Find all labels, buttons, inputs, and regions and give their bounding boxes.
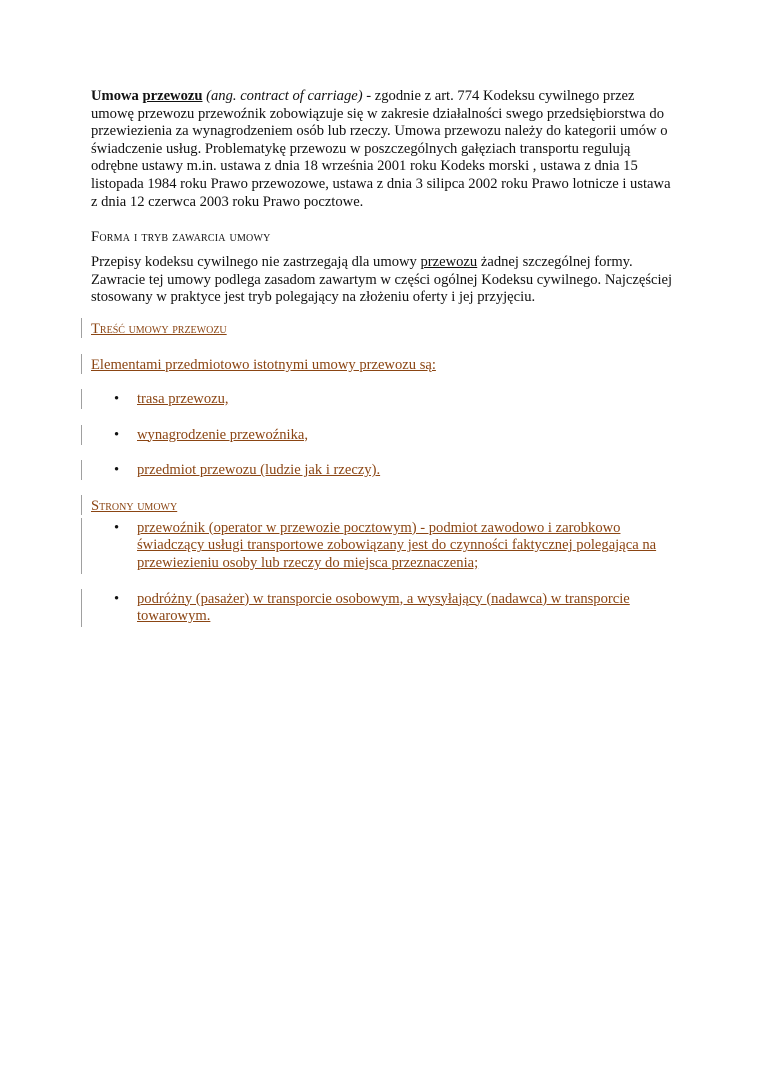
form-section-paragraph bbox=[91, 254, 673, 307]
list-item-text: przewoźnik (operator w przewozie pocztowym) - podmiot zawodowo i zarobkowo świadczący usługi transportowe zobowiązany jest do czynności faktycznej polegająca na przewiezieniu osoby lub rzeczy do miejsca przeznaczenia; bbox=[137, 519, 657, 571]
content-section-lead[interactable]: Elementami przedmiotowo istotnymi umowy przewozu są: bbox=[91, 356, 436, 373]
form-text-before: Przepisy kodeksu cywilnego nie zastrzegają dla umowy bbox=[91, 254, 421, 271]
intro-english-term: (ang. contract of carriage) bbox=[206, 88, 363, 104]
content-section-heading[interactable]: Treść umowy przewozu bbox=[91, 320, 227, 337]
bullet-icon: • bbox=[114, 590, 120, 607]
change-bar bbox=[81, 460, 82, 480]
intro-term-link[interactable]: przewozu bbox=[142, 88, 203, 104]
list-item[interactable] bbox=[91, 591, 673, 626]
form-link-przewozu[interactable]: przewozu bbox=[420, 254, 478, 271]
form-text-after: żadnej szczególnej formy. Zawracie tej umowy podlega zasadom zawartym w części ogólnej Kodeksu cywilnego. Najczęściej stosowany w praktyce jest tryb polegający na złożeniu oferty i jej przyjęciu. bbox=[91, 254, 673, 306]
parties-section-heading[interactable]: Strony umowy bbox=[91, 497, 178, 514]
parties-list bbox=[91, 520, 673, 626]
change-bar bbox=[81, 589, 82, 627]
bullet-icon: • bbox=[114, 426, 120, 443]
content-elements-list bbox=[91, 391, 673, 480]
bullet-icon: • bbox=[114, 462, 120, 479]
change-bar bbox=[81, 518, 82, 574]
list-item[interactable] bbox=[91, 520, 673, 573]
list-item-text: podróżny (pasażer) w transporcie osobowym, a wysyłający (nadawca) w transporcie towarowym. bbox=[137, 590, 630, 625]
intro-term-part1: Umowa bbox=[91, 88, 139, 104]
intro-term bbox=[91, 88, 202, 104]
intro-body: - zgodnie z art. 774 Kodeksu cywilnego przez umowę przewozu przewoźnik zobowiązuje się w zakresie działalności swego przedsiębiorstwa do przewiezienia za wynagrodzeniem osób lub rzeczy. Umowa przewozu należy do kategorii umów o świadczenie usług. Problematykę przewozu w poszczególnych gałęziach transportu regulują odrębne ustawy m.in. ustawa z dnia 18 września 2001 roku Kodeks morski , ustawa z dnia 15 listopada 1984 roku Prawo przewozowe, ustawa z dnia 3 silipca 2002 roku Prawo lotnicze i ustawa z dnia 12 czerwca 2003 roku Prawo pocztowe. bbox=[91, 88, 671, 210]
list-item[interactable] bbox=[91, 427, 673, 445]
list-item-text: wynagrodzenie przewoźnika, bbox=[137, 426, 308, 443]
content-section-heading-block bbox=[91, 320, 673, 338]
intro-paragraph bbox=[91, 88, 673, 211]
change-bar bbox=[81, 495, 82, 515]
list-item[interactable] bbox=[91, 391, 673, 409]
parties-section-heading-block bbox=[91, 497, 673, 515]
change-bar bbox=[81, 389, 82, 409]
bullet-icon: • bbox=[114, 390, 120, 407]
list-item-text: trasa przewozu, bbox=[137, 390, 229, 407]
document-content bbox=[91, 88, 673, 626]
bullet-icon: • bbox=[114, 519, 120, 536]
list-item[interactable] bbox=[91, 462, 673, 480]
change-bar bbox=[81, 354, 82, 374]
content-lead-block bbox=[91, 356, 673, 374]
change-bar bbox=[81, 425, 82, 445]
list-item-text: przedmiot przewozu (ludzie jak i rzeczy). bbox=[137, 462, 381, 479]
change-bar bbox=[81, 318, 82, 338]
form-section-heading: Forma i tryb zawarcia umowy bbox=[91, 229, 271, 246]
